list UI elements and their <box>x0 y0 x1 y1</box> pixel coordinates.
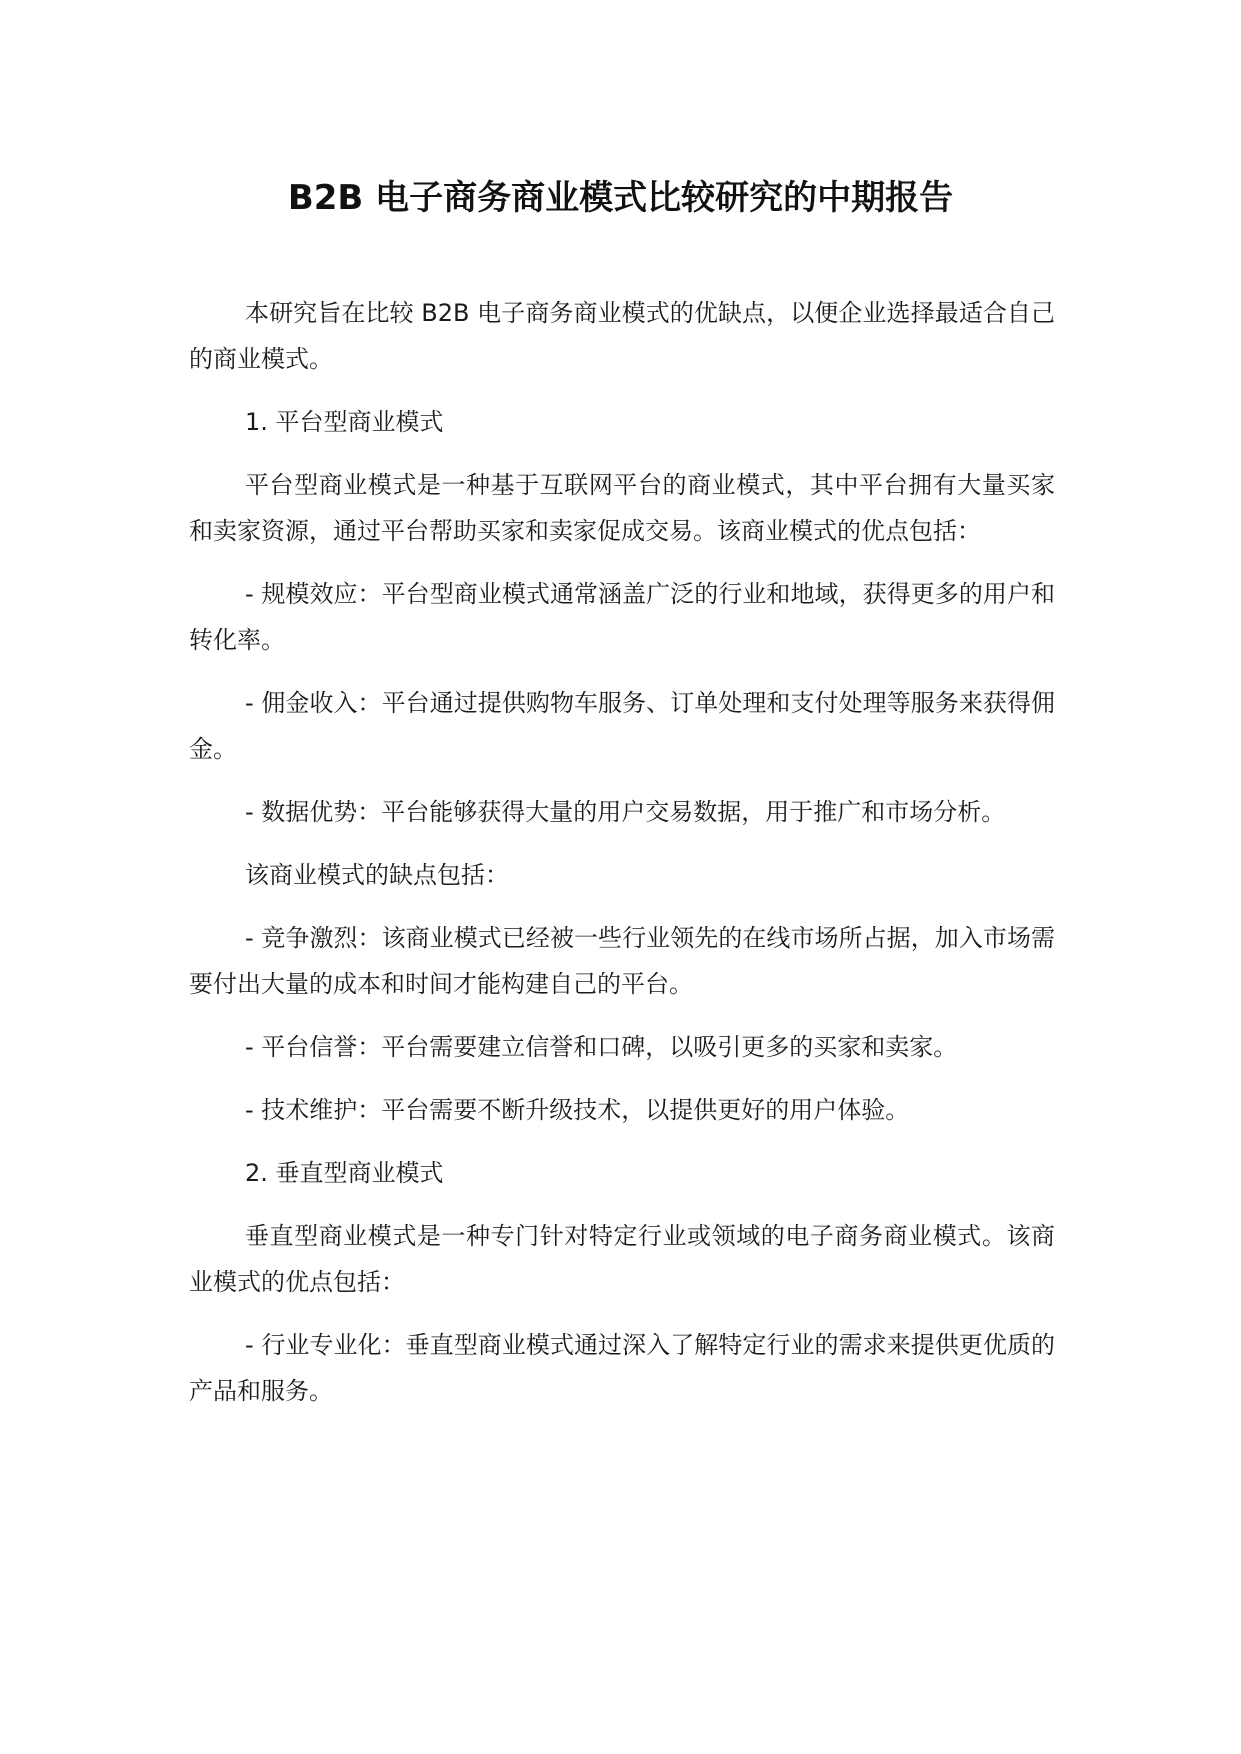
vertical-description: 垂直型商业模式是一种专门针对特定行业或领域的电子商务商业模式。该商业模式的优点包括： <box>189 1222 1055 1296</box>
section-heading-vertical: 2. 垂直型商业模式 <box>245 1159 444 1187</box>
list-item-tech-maintenance: - 技术维护：平台需要不断升级技术，以提供更好的用户体验。 <box>245 1096 910 1124</box>
list-item-commission: - 佣金收入：平台通过提供购物车服务、订单处理和支付处理等服务来获得佣金。 <box>189 689 1055 763</box>
intro-paragraph: 本研究旨在比较 B2B 电子商务商业模式的优缺点，以便企业选择最适合自己的商业模式。 <box>189 299 1055 373</box>
list-item-data-advantage: - 数据优势：平台能够获得大量的用户交易数据，用于推广和市场分析。 <box>245 798 1006 826</box>
list-item-competition: - 竞争激烈：该商业模式已经被一些行业领先的在线市场所占据，加入市场需要付出大量的成本和时间才能构建自己的平台。 <box>189 924 1055 998</box>
list-item-specialization: - 行业专业化：垂直型商业模式通过深入了解特定行业的需求来提供更优质的产品和服务。 <box>189 1331 1055 1405</box>
document-body <box>189 290 1055 1431</box>
list-item-reputation: - 平台信誉：平台需要建立信誉和口碑，以吸引更多的买家和卖家。 <box>245 1033 958 1061</box>
list-item-scale-effect: - 规模效应：平台型商业模式通常涵盖广泛的行业和地域，获得更多的用户和转化率。 <box>189 580 1055 654</box>
disadvantages-heading: 该商业模式的缺点包括： <box>245 861 509 889</box>
document-title: B2B 电子商务商业模式比较研究的中期报告 <box>287 178 954 218</box>
section-heading-platform: 1. 平台型商业模式 <box>245 408 444 436</box>
platform-description: 平台型商业模式是一种基于互联网平台的商业模式，其中平台拥有大量买家和卖家资源，通过平台帮助买家和卖家促成交易。该商业模式的优点包括： <box>189 471 1055 545</box>
